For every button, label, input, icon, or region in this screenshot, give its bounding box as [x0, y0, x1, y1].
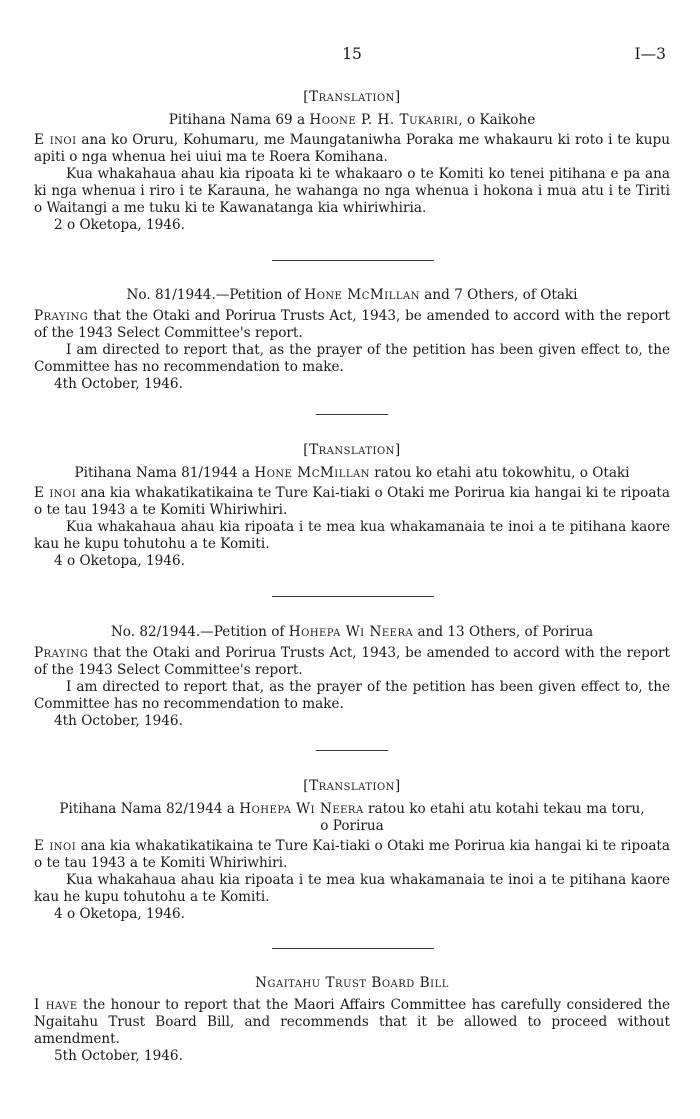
petitioner-name: Hohepa Wi Neera [288, 624, 414, 640]
section-divider [272, 948, 434, 949]
petitioner-name: Hoone P. H. Tukariri [309, 112, 459, 128]
section-ngaitahu-bill [34, 975, 670, 1065]
section-divider [316, 750, 388, 751]
section-petition-82-translation [34, 778, 670, 923]
petition-prayer: Praying that the Otaki and Porirua Trusts Act, 1943, be amended to accord with the report of the 1943 Select Committee's report. [34, 308, 670, 341]
committee-report: I am directed to report that, as the prayer of the petition has been given effect to, the Committee has no recommendation to make. [34, 342, 670, 375]
report-date: 4 o Oketopa, 1946. [54, 553, 185, 569]
section-divider [272, 596, 434, 597]
section-petition-81 [34, 287, 670, 393]
petitioner-name: Hone McMillan [304, 287, 420, 303]
petition-title: No. 81/1944.—Petition of Hone McMillan and 7 Others, of Otaki [126, 287, 578, 303]
translation-heading: [Translation] [303, 442, 401, 458]
petition-prayer: E inoi ana kia whakatikatikaina te Ture Kai-tiaki o Otaki me Porirua kia hangai ki te ripoata o te tau 1943 a te Komiti Whiriwhiri. [34, 485, 670, 518]
petition-title: No. 82/1944.—Petition of Hohepa Wi Neera and 13 Others, of Porirua [110, 624, 594, 640]
committee-report: I am directed to report that, as the prayer of the petition has been given effect to, the Committee has no recommendation to make. [34, 679, 670, 712]
petition-title: Pitihana Nama 82/1944 a Hohepa Wi Neera ratou ko etahi atu kotahi tekau ma toru, [59, 801, 645, 817]
committee-report: Kua whakahaua ahau kia ripoata ki te whakaaro o te Komiti ko tenei pitihana e pa ana ki nga whenua i riro i te Karauna, he wahanga no nga whenua i hokona i mua atu i te Tiriti o Waitangi a me tuku ki te Kawanatanga kia whiriwhiria. [34, 166, 670, 216]
petitioner-name: Hone McMillan [254, 465, 370, 481]
report-date: 4 o Oketopa, 1946. [54, 906, 185, 922]
translation-heading: [Translation] [303, 89, 401, 105]
petitioner-name: Hohepa Wi Neera [239, 801, 364, 817]
petition-prayer: E inoi ana kia whakatikatikaina te Ture Kai-tiaki o Otaki me Porirua kia hangai ki te ripoata o te tau 1943 a te Komiti Whiriwhiri. [34, 838, 670, 871]
report-date: 5th October, 1946. [54, 1048, 183, 1064]
petition-title: Pitihana Nama 69 a Hoone P. H. Tukariri, o Kaikohe [168, 112, 536, 128]
bill-title: Ngaitahu Trust Board Bill [255, 975, 449, 991]
report-date: 4th October, 1946. [54, 713, 183, 729]
report-date: 2 o Oketopa, 1946. [54, 217, 185, 233]
report-date: 4th October, 1946. [54, 376, 183, 392]
section-petition-82 [34, 624, 670, 730]
committee-report: Kua whakahaua ahau kia ripoata i te mea kua whakamanaia te inoi a te pitihana kaore kau he kupu tohutohu a te Komiti. [34, 519, 670, 552]
section-petition-81-translation [34, 442, 670, 570]
petition-prayer: Praying that the Otaki and Porirua Trusts Act, 1943, be amended to accord with the report of the 1943 Select Committee's report. [34, 645, 670, 678]
section-divider [272, 260, 434, 261]
translation-heading: [Translation] [303, 778, 401, 794]
petition-prayer: E inoi ana ko Oruru, Kohumaru, me Maungataniwha Poraka me whakauru ki roto i te kupu apiti o nga whenua hei uiui ma te Roera Komihana. [34, 132, 671, 165]
page-number: 15 [342, 45, 362, 63]
section-petition-69-translation [34, 89, 670, 234]
page-header [34, 44, 670, 64]
committee-report: Kua whakahaua ahau kia ripoata i te mea kua whakamanaia te inoi a te pitihana kaore kau he kupu tohutohu a te Komiti. [34, 872, 670, 905]
petition-title: Pitihana Nama 81/1944 a Hone McMillan ratou ko etahi atu tokowhitu, o Otaki [74, 465, 630, 481]
bill-report: I have the honour to report that the Maori Affairs Committee has carefully considered the Ngaitahu Trust Board Bill, and recommends that it be allowed to proceed without amendment. [34, 997, 670, 1047]
document-reference: I—3 [634, 45, 666, 63]
petition-title-line2: o Porirua [320, 818, 384, 834]
section-divider [316, 414, 388, 415]
